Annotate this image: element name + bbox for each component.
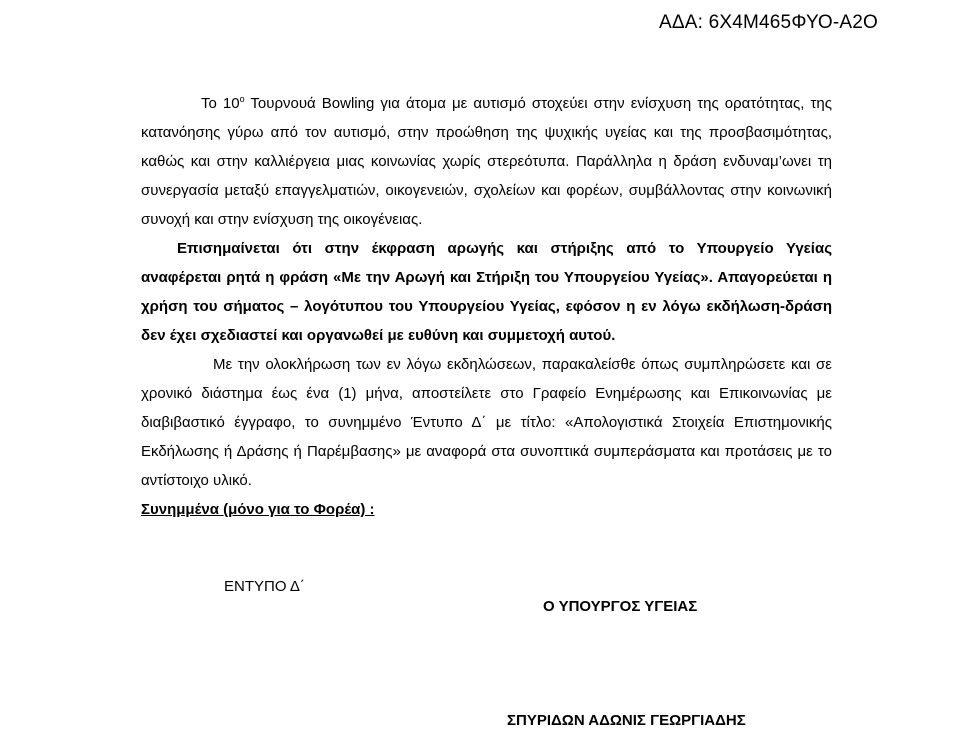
- attachments-heading: Συνημμένα (μόνο για το Φορέα) :: [141, 501, 375, 518]
- signatory-title: Ο ΥΠΟΥΡΓΟΣ ΥΓΕΙΑΣ: [543, 598, 698, 615]
- ordinal-superscript: ο: [239, 94, 245, 104]
- document-body: [141, 89, 832, 524]
- paragraph1-start: Το 10: [201, 95, 240, 112]
- signatory-name: ΣΠΥΡΙΔΩΝ ΑΔΩΝΙΣ ΓΕΩΡΓΙΑΔΗΣ: [507, 712, 746, 729]
- paragraph-support-notice: Επισημαίνεται ότι στην έκφραση αρωγής και στήριξης από το Υπουργείο Υγείας αναφέρεται ρητά η φράση «Με την Αρωγή και Στήριξη του Υπουργείου Υγείας». Απαγορεύεται η χρήση του σήματος – λογότυπου του Υπουργείου Υγείας, εφόσον η εν λόγω εκδήλωση-δράση δεν έχει σχεδιαστεί και οργανωθεί με ευθύνη και συμμετοχή αυτού.: [141, 240, 832, 344]
- attachment-item: ΕΝΤΥΠΟ Δ΄: [224, 578, 305, 595]
- paragraph1-rest: Τουρνουά Bowling για άτομα με αυτισμό στοχεύει στην ενίσχυση της ορατότητας, της κατανόησης γύρω από τον αυτισμό, στην προώθηση της ψυχικής υγείας και της προσβασιμότητας, καθώς και στην καλλιέργεια μιας κοινωνίας χωρίς στερεότυπα. Παράλληλα η δράση ενδυναμ’ωνει τη συνεργασία μεταξύ επαγγελματιών, οικογενειών, σχολείων και φορέων, συμβάλλοντας στην κοινωνική συνοχή και στην ενίσχυση της οικογένειας.: [141, 95, 832, 228]
- paragraph-reporting-request: Με την ολοκλήρωση των εν λόγω εκδηλώσεων, παρακαλείσθε όπως συμπληρώσετε και σε χρονικό διάστημα έως ένα (1) μήνα, αποστείλετε στο Γραφείο Ενημέρωσης και Επικοινωνίας με διαβιβαστικό έγγραφο, το συνημμένο Έντυπο Δ΄ με τίτλο: «Απολογιστικά Στοιχεία Επιστημονικής Εκδήλωσης ή Δράσης ή Παρέμβασης» με αναφορά στα συνοπτικά συμπεράσματα και προτάσεις με το αντίστοιχο υλικό.: [141, 356, 832, 489]
- ada-code: ΑΔΑ: 6Χ4Μ465ΦΥΟ-Α2Ο: [658, 12, 878, 33]
- paragraph-tournament-goals: [141, 89, 832, 234]
